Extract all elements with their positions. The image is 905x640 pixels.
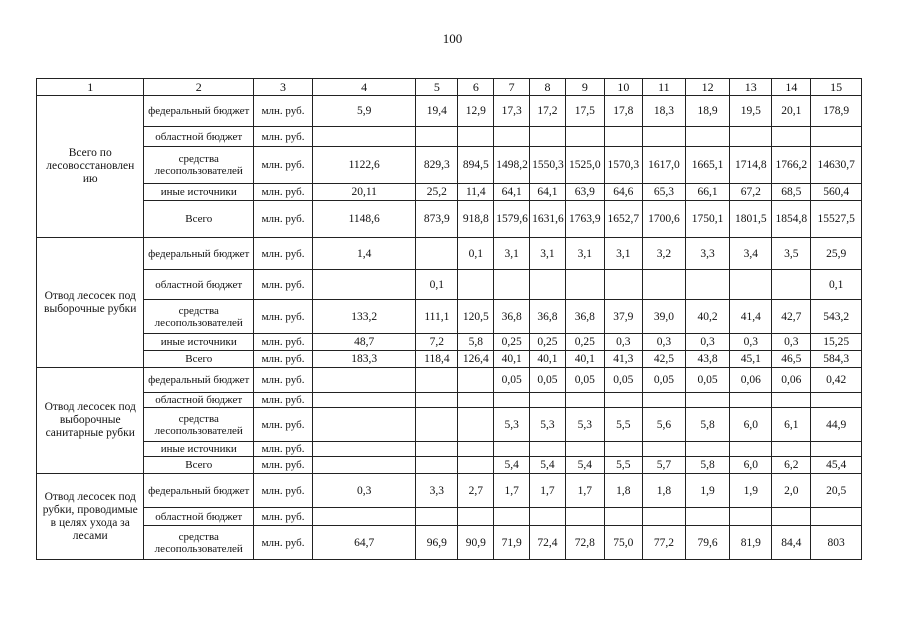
value-cell: 1,7	[494, 474, 530, 508]
value-cell	[530, 442, 566, 457]
funding-source: иные источники	[144, 442, 254, 457]
value-cell	[730, 127, 772, 147]
funding-source: федеральный бюджет	[144, 474, 254, 508]
value-cell	[811, 127, 862, 147]
value-cell: 1148,6	[313, 201, 416, 238]
value-cell	[642, 127, 685, 147]
value-cell: 894,5	[458, 147, 494, 184]
value-cell	[313, 442, 416, 457]
funding-source: Всего	[144, 457, 254, 474]
column-header: 2	[144, 79, 254, 96]
value-cell	[642, 270, 685, 300]
value-cell: 6,0	[730, 408, 772, 442]
value-cell: 1801,5	[730, 201, 772, 238]
value-cell: 18,3	[642, 96, 685, 127]
value-cell	[416, 508, 458, 526]
value-cell: 111,1	[416, 300, 458, 334]
value-cell: 2,0	[772, 474, 811, 508]
value-cell	[685, 393, 729, 408]
value-cell: 178,9	[811, 96, 862, 127]
funding-source: областной бюджет	[144, 270, 254, 300]
value-cell	[458, 127, 494, 147]
value-cell	[685, 270, 729, 300]
value-cell: 19,4	[416, 96, 458, 127]
value-cell: 0,06	[730, 368, 772, 393]
value-cell: 18,9	[685, 96, 729, 127]
value-cell: 63,9	[565, 184, 604, 201]
value-cell: 65,3	[642, 184, 685, 201]
value-cell: 5,3	[565, 408, 604, 442]
unit-cell: млн. руб.	[254, 408, 313, 442]
table-row	[37, 368, 862, 393]
value-cell: 5,6	[642, 408, 685, 442]
value-cell	[458, 393, 494, 408]
value-cell: 41,4	[730, 300, 772, 334]
value-cell: 5,8	[685, 457, 729, 474]
value-cell: 3,1	[494, 238, 530, 270]
value-cell: 120,5	[458, 300, 494, 334]
value-cell: 81,9	[730, 526, 772, 560]
value-cell	[416, 127, 458, 147]
value-cell: 40,2	[685, 300, 729, 334]
value-cell: 15527,5	[811, 201, 862, 238]
value-cell: 0,25	[494, 334, 530, 351]
value-cell	[685, 127, 729, 147]
table-row	[37, 184, 862, 201]
funding-source: федеральный бюджет	[144, 238, 254, 270]
value-cell	[772, 508, 811, 526]
value-cell: 3,3	[685, 238, 729, 270]
value-cell: 43,8	[685, 351, 729, 368]
unit-cell: млн. руб.	[254, 184, 313, 201]
unit-cell: млн. руб.	[254, 508, 313, 526]
value-cell	[565, 270, 604, 300]
value-cell: 17,3	[494, 96, 530, 127]
value-cell	[313, 368, 416, 393]
page-number: 100	[442, 31, 463, 46]
value-cell: 0,3	[604, 334, 642, 351]
column-header: 1	[37, 79, 144, 96]
value-cell	[530, 508, 566, 526]
value-cell	[313, 270, 416, 300]
value-cell: 71,9	[494, 526, 530, 560]
funding-source: Всего	[144, 201, 254, 238]
value-cell: 19,5	[730, 96, 772, 127]
table-row	[37, 526, 862, 560]
value-cell: 20,11	[313, 184, 416, 201]
value-cell: 11,4	[458, 184, 494, 201]
value-cell	[772, 393, 811, 408]
value-cell: 46,5	[772, 351, 811, 368]
value-cell: 133,2	[313, 300, 416, 334]
table-row	[37, 238, 862, 270]
value-cell: 3,4	[730, 238, 772, 270]
value-cell: 1,7	[530, 474, 566, 508]
value-cell: 1617,0	[642, 147, 685, 184]
value-cell: 0,06	[772, 368, 811, 393]
funding-source: федеральный бюджет	[144, 96, 254, 127]
value-cell: 1,9	[685, 474, 729, 508]
value-cell	[730, 508, 772, 526]
funding-source: областной бюджет	[144, 508, 254, 526]
table-row	[37, 270, 862, 300]
value-cell: 1525,0	[565, 147, 604, 184]
value-cell: 36,8	[565, 300, 604, 334]
value-cell	[811, 442, 862, 457]
value-cell: 90,9	[458, 526, 494, 560]
funding-source: иные источники	[144, 184, 254, 201]
funding-source: областной бюджет	[144, 393, 254, 408]
value-cell: 45,1	[730, 351, 772, 368]
value-cell	[458, 368, 494, 393]
value-cell: 3,2	[642, 238, 685, 270]
value-cell: 1652,7	[604, 201, 642, 238]
value-cell: 44,9	[811, 408, 862, 442]
column-header: 13	[730, 79, 772, 96]
table-row	[37, 334, 862, 351]
value-cell: 12,9	[458, 96, 494, 127]
table-row	[37, 201, 862, 238]
column-header: 11	[642, 79, 685, 96]
value-cell: 17,5	[565, 96, 604, 127]
funding-source: областной бюджет	[144, 127, 254, 147]
value-cell: 67,2	[730, 184, 772, 201]
value-cell: 1122,6	[313, 147, 416, 184]
column-header: 5	[416, 79, 458, 96]
value-cell: 1,9	[730, 474, 772, 508]
table-row	[37, 96, 862, 127]
table-row	[37, 457, 862, 474]
value-cell: 1570,3	[604, 147, 642, 184]
value-cell	[642, 442, 685, 457]
funding-source: средства лесопользователей	[144, 526, 254, 560]
value-cell: 560,4	[811, 184, 862, 201]
section-title: Отвод лесосек под рубки, проводимые в целях ухода за лесами	[37, 474, 144, 560]
value-cell: 42,5	[642, 351, 685, 368]
budget-table	[36, 78, 862, 560]
value-cell: 0,1	[811, 270, 862, 300]
value-cell: 3,1	[604, 238, 642, 270]
value-cell	[811, 393, 862, 408]
value-cell	[530, 393, 566, 408]
value-cell: 6,1	[772, 408, 811, 442]
value-cell: 0,3	[685, 334, 729, 351]
table-row	[37, 474, 862, 508]
value-cell	[772, 127, 811, 147]
table-body	[37, 79, 862, 560]
value-cell	[604, 393, 642, 408]
value-cell: 15,25	[811, 334, 862, 351]
column-header: 9	[565, 79, 604, 96]
value-cell: 41,3	[604, 351, 642, 368]
value-cell: 42,7	[772, 300, 811, 334]
value-cell: 5,8	[458, 334, 494, 351]
value-cell	[642, 508, 685, 526]
value-cell	[416, 238, 458, 270]
value-cell: 3,1	[530, 238, 566, 270]
unit-cell: млн. руб.	[254, 300, 313, 334]
value-cell: 5,4	[565, 457, 604, 474]
value-cell: 1,4	[313, 238, 416, 270]
value-cell: 1665,1	[685, 147, 729, 184]
value-cell: 1550,3	[530, 147, 566, 184]
value-cell	[416, 368, 458, 393]
value-cell	[416, 408, 458, 442]
value-cell: 20,5	[811, 474, 862, 508]
value-cell	[313, 393, 416, 408]
column-header: 7	[494, 79, 530, 96]
value-cell: 40,1	[530, 351, 566, 368]
value-cell	[530, 127, 566, 147]
value-cell: 0,1	[458, 238, 494, 270]
value-cell: 20,1	[772, 96, 811, 127]
column-header: 12	[685, 79, 729, 96]
value-cell: 6,0	[730, 457, 772, 474]
value-cell: 68,5	[772, 184, 811, 201]
value-cell	[730, 270, 772, 300]
funding-source: Всего	[144, 351, 254, 368]
value-cell: 75,0	[604, 526, 642, 560]
value-cell: 584,3	[811, 351, 862, 368]
value-cell: 84,4	[772, 526, 811, 560]
value-cell	[685, 508, 729, 526]
value-cell: 36,8	[494, 300, 530, 334]
value-cell	[458, 270, 494, 300]
value-cell: 39,0	[642, 300, 685, 334]
value-cell: 1498,2	[494, 147, 530, 184]
value-cell	[458, 442, 494, 457]
value-cell	[313, 127, 416, 147]
funding-source: иные источники	[144, 334, 254, 351]
value-cell: 45,4	[811, 457, 862, 474]
value-cell	[494, 127, 530, 147]
value-cell	[565, 508, 604, 526]
value-cell: 829,3	[416, 147, 458, 184]
value-cell: 0,1	[416, 270, 458, 300]
value-cell	[458, 508, 494, 526]
value-cell: 803	[811, 526, 862, 560]
funding-source: федеральный бюджет	[144, 368, 254, 393]
value-cell: 1,7	[565, 474, 604, 508]
unit-cell: млн. руб.	[254, 334, 313, 351]
value-cell: 1,8	[642, 474, 685, 508]
value-cell	[604, 442, 642, 457]
column-header: 10	[604, 79, 642, 96]
value-cell: 17,2	[530, 96, 566, 127]
value-cell: 0,3	[772, 334, 811, 351]
value-cell	[730, 393, 772, 408]
unit-cell: млн. руб.	[254, 457, 313, 474]
column-header: 8	[530, 79, 566, 96]
value-cell: 1766,2	[772, 147, 811, 184]
value-cell: 5,8	[685, 408, 729, 442]
value-cell	[730, 442, 772, 457]
value-cell: 126,4	[458, 351, 494, 368]
value-cell	[458, 408, 494, 442]
value-cell: 40,1	[494, 351, 530, 368]
value-cell: 5,5	[604, 408, 642, 442]
table-row	[37, 393, 862, 408]
value-cell	[604, 270, 642, 300]
value-cell	[604, 127, 642, 147]
unit-cell: млн. руб.	[254, 474, 313, 508]
value-cell: 1854,8	[772, 201, 811, 238]
funding-source: средства лесопользователей	[144, 408, 254, 442]
unit-cell: млн. руб.	[254, 238, 313, 270]
value-cell: 0,3	[313, 474, 416, 508]
section-title: Всего по лесовосстановлен ию	[37, 96, 144, 238]
value-cell: 14630,7	[811, 147, 862, 184]
column-header: 3	[254, 79, 313, 96]
value-cell	[772, 442, 811, 457]
value-cell: 0,3	[642, 334, 685, 351]
value-cell: 0,05	[685, 368, 729, 393]
value-cell: 64,7	[313, 526, 416, 560]
value-cell: 37,9	[604, 300, 642, 334]
value-cell: 1714,8	[730, 147, 772, 184]
value-cell: 1631,6	[530, 201, 566, 238]
unit-cell: млн. руб.	[254, 442, 313, 457]
unit-cell: млн. руб.	[254, 201, 313, 238]
unit-cell: млн. руб.	[254, 393, 313, 408]
value-cell	[416, 393, 458, 408]
value-cell: 5,3	[494, 408, 530, 442]
value-cell: 918,8	[458, 201, 494, 238]
value-cell: 0,42	[811, 368, 862, 393]
value-cell	[565, 127, 604, 147]
value-cell: 5,3	[530, 408, 566, 442]
value-cell: 0,25	[565, 334, 604, 351]
value-cell: 1763,9	[565, 201, 604, 238]
value-cell	[565, 393, 604, 408]
value-cell: 36,8	[530, 300, 566, 334]
value-cell: 0,05	[604, 368, 642, 393]
section-title: Отвод лесосек под выборочные санитарные рубки	[37, 368, 144, 474]
value-cell	[494, 393, 530, 408]
value-cell: 64,1	[494, 184, 530, 201]
value-cell: 3,1	[565, 238, 604, 270]
table-row	[37, 351, 862, 368]
value-cell: 543,2	[811, 300, 862, 334]
value-cell	[416, 457, 458, 474]
section-title: Отвод лесосек под выборочные рубки	[37, 238, 144, 368]
value-cell: 64,1	[530, 184, 566, 201]
value-cell: 1579,6	[494, 201, 530, 238]
value-cell: 0,25	[530, 334, 566, 351]
value-cell: 0,05	[494, 368, 530, 393]
table-row	[37, 442, 862, 457]
value-cell: 5,5	[604, 457, 642, 474]
value-cell	[313, 408, 416, 442]
value-cell: 77,2	[642, 526, 685, 560]
value-cell: 2,7	[458, 474, 494, 508]
funding-source: средства лесопользователей	[144, 147, 254, 184]
value-cell: 25,2	[416, 184, 458, 201]
value-cell: 0,05	[642, 368, 685, 393]
value-cell: 6,2	[772, 457, 811, 474]
value-cell: 5,4	[494, 457, 530, 474]
value-cell: 5,7	[642, 457, 685, 474]
value-cell: 873,9	[416, 201, 458, 238]
unit-cell: млн. руб.	[254, 526, 313, 560]
unit-cell: млн. руб.	[254, 147, 313, 184]
column-header: 15	[811, 79, 862, 96]
value-cell	[494, 442, 530, 457]
value-cell: 25,9	[811, 238, 862, 270]
unit-cell: млн. руб.	[254, 270, 313, 300]
value-cell: 17,8	[604, 96, 642, 127]
value-cell: 1,8	[604, 474, 642, 508]
unit-cell: млн. руб.	[254, 351, 313, 368]
value-cell: 5,9	[313, 96, 416, 127]
table-row	[37, 127, 862, 147]
value-cell: 72,4	[530, 526, 566, 560]
value-cell: 5,4	[530, 457, 566, 474]
value-cell	[313, 457, 416, 474]
table-row	[37, 508, 862, 526]
value-cell	[642, 393, 685, 408]
value-cell: 64,6	[604, 184, 642, 201]
value-cell: 96,9	[416, 526, 458, 560]
value-cell	[565, 442, 604, 457]
value-cell: 66,1	[685, 184, 729, 201]
column-header: 14	[772, 79, 811, 96]
value-cell	[458, 457, 494, 474]
table-row	[37, 300, 862, 334]
value-cell	[494, 270, 530, 300]
value-cell: 183,3	[313, 351, 416, 368]
column-header: 6	[458, 79, 494, 96]
value-cell: 0,05	[530, 368, 566, 393]
value-cell	[494, 508, 530, 526]
header-row	[37, 79, 862, 96]
value-cell: 48,7	[313, 334, 416, 351]
value-cell: 3,5	[772, 238, 811, 270]
value-cell	[685, 442, 729, 457]
value-cell	[811, 508, 862, 526]
unit-cell: млн. руб.	[254, 96, 313, 127]
unit-cell: млн. руб.	[254, 127, 313, 147]
value-cell	[530, 270, 566, 300]
value-cell: 0,05	[565, 368, 604, 393]
value-cell	[772, 270, 811, 300]
value-cell	[416, 442, 458, 457]
value-cell: 1750,1	[685, 201, 729, 238]
value-cell: 79,6	[685, 526, 729, 560]
value-cell: 0,3	[730, 334, 772, 351]
funding-source: средства лесопользователей	[144, 300, 254, 334]
value-cell: 118,4	[416, 351, 458, 368]
value-cell: 3,3	[416, 474, 458, 508]
value-cell	[313, 508, 416, 526]
value-cell: 72,8	[565, 526, 604, 560]
value-cell: 40,1	[565, 351, 604, 368]
table-row	[37, 147, 862, 184]
column-header: 4	[313, 79, 416, 96]
value-cell: 1700,6	[642, 201, 685, 238]
value-cell	[604, 508, 642, 526]
table-row	[37, 408, 862, 442]
value-cell: 7,2	[416, 334, 458, 351]
unit-cell: млн. руб.	[254, 368, 313, 393]
